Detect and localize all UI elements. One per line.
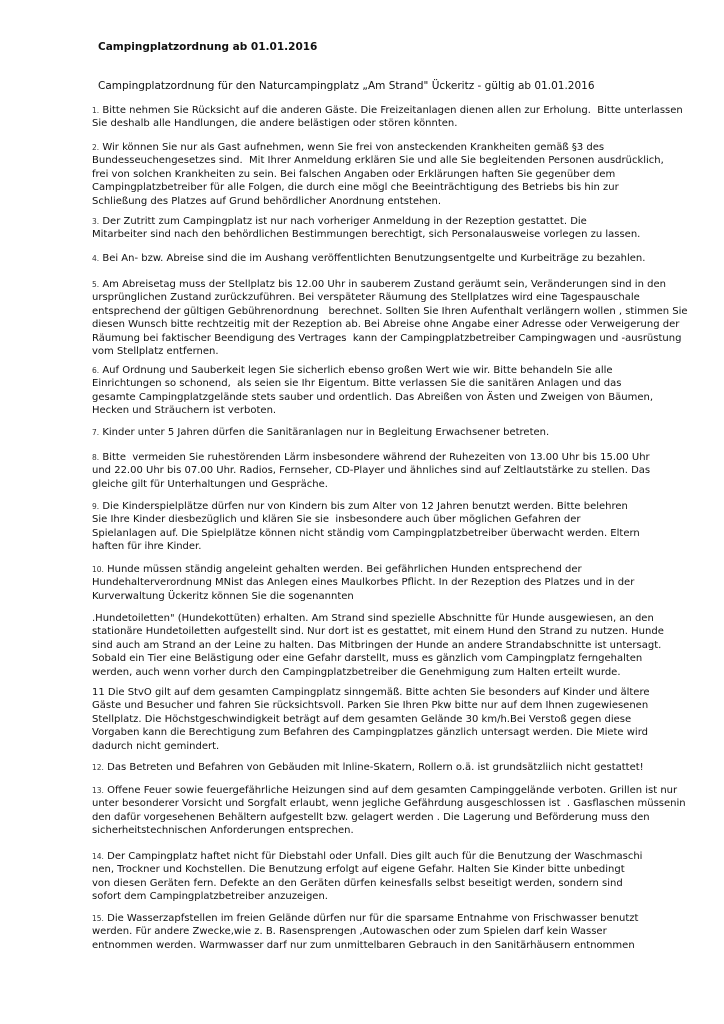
paragraph-text: Die Wasserzapfstellen im freien Gelände dürfen nur für die sparsame Entnahme von Frischwasser benutzt bbox=[103, 913, 639, 924]
paragraph-line bbox=[92, 278, 724, 291]
paragraph-line bbox=[92, 332, 724, 345]
paragraph-text: gesamte Campingplatzgelände stets sauber und ordentlich. Das Abreißen von Ästen und Zweigen von Bäumen, bbox=[92, 391, 654, 403]
paragraph-text: den dafür vorgesehenen Behältern aufgestellt bzw. gelagert werden . Die Lagerung und Beförderung muss den bbox=[92, 811, 650, 823]
paragraph bbox=[92, 612, 724, 679]
paragraph-line bbox=[92, 726, 724, 739]
paragraph-text: Einrichtungen so schonend, als seien sie Ihr Eigentum. Bitte verlassen Sie die sanitären Anlagen und das bbox=[92, 378, 622, 390]
paragraph bbox=[92, 278, 724, 358]
document-subtitle: Campingplatzordnung für den Naturcampingplatz „Am Strand" Ückeritz - gültig ab 01.01.2016 bbox=[98, 80, 595, 92]
paragraph-text: Der Zutritt zum Campingplatz ist nur nach vorheriger Anmeldung in der Rezeption gestattet. Die bbox=[99, 216, 587, 227]
paragraph-line bbox=[92, 925, 724, 938]
paragraph bbox=[92, 563, 724, 603]
paragraph-number: 12. bbox=[92, 763, 104, 772]
paragraph-line bbox=[92, 104, 724, 117]
paragraph-line bbox=[92, 500, 724, 513]
paragraph-text: Die Kinderspielplätze dürfen nur von Kindern bis zum Alter von 12 Jahren benutzt werden. Bitte belehren bbox=[99, 501, 628, 512]
paragraph-text: haften für ihre Kinder. bbox=[92, 541, 202, 553]
paragraph-line bbox=[92, 215, 724, 228]
paragraph-text: entnommen werden. Warmwasser darf nur zum unmittelbaren Gebrauch in den Sanitärhäusern entnommen bbox=[92, 939, 635, 951]
paragraph-line bbox=[92, 377, 724, 390]
paragraph-line bbox=[92, 797, 724, 810]
paragraph-line bbox=[92, 612, 724, 625]
paragraph-number: 10. bbox=[92, 565, 104, 574]
paragraph-text: ursprünglichen Zustand zurückzuführen. Bei verspäteter Räumung des Stellplatzes wird eine Tagespauschale bbox=[92, 292, 640, 304]
paragraph-text: werden, auch wenn vorher durch den Campingplatzbetreiber die Genehmigung zum Halten erteilt wurde. bbox=[92, 666, 621, 678]
paragraph-line bbox=[92, 666, 724, 679]
paragraph-text: dadurch nicht gemindert. bbox=[92, 740, 220, 752]
document-heading: Campingplatzordnung ab 01.01.2016 bbox=[98, 41, 318, 53]
paragraph-line bbox=[92, 291, 724, 304]
paragraph-text: Räumung bei faktischer Beendigung des Vertrages kann der Campingplatzbetreiber Campingwagen und -ausrüstung bbox=[92, 332, 682, 344]
paragraph-line bbox=[92, 850, 724, 863]
paragraph bbox=[92, 912, 724, 952]
paragraph-number: 1. bbox=[92, 106, 100, 115]
paragraph-number: 5. bbox=[92, 280, 100, 289]
paragraph-text: gleiche gilt für Unterhaltungen und Gespräche. bbox=[92, 478, 328, 490]
paragraph-text: stationäre Hundetoiletten aufgestellt sind. Nur dort ist es gestattet, mit einem Hund den Strand zu nutzen. Hunde bbox=[92, 626, 664, 638]
paragraph-text: Offene Feuer sowie feuergefährliche Heizungen sind auf dem gesamten Campinggelände verboten. Grillen ist nur bbox=[103, 785, 678, 796]
paragraph-line bbox=[92, 740, 724, 753]
paragraph-number: 6. bbox=[92, 366, 100, 375]
paragraph-text: Stellplatz. Die Höchstgeschwindigkeit beträgt auf dem gesamten Gelände 30 km/h.Bei Verstoß gegen diese bbox=[92, 713, 632, 725]
paragraph-line bbox=[92, 713, 724, 726]
paragraph-text: Hunde müssen ständig angeleint gehalten werden. Bei gefährlichen Hunden entsprechend der bbox=[103, 564, 582, 575]
paragraph-line bbox=[92, 141, 724, 154]
paragraph-text: Bundesseuchengesetzes sind. Mit Ihrer Anmeldung erklären Sie und alle Sie begleitenden Personen ausdrücklich, bbox=[92, 155, 664, 167]
paragraph-line bbox=[92, 877, 724, 890]
paragraph-line bbox=[92, 540, 724, 553]
paragraph-text: Kurverwaltung Ückeritz können Sie die sogenannten bbox=[92, 590, 354, 602]
paragraph-line bbox=[92, 252, 724, 265]
paragraph bbox=[92, 500, 724, 554]
paragraph-line bbox=[92, 811, 724, 824]
paragraph-text: Bei An- bzw. Abreise sind die im Aushang veröffentlichten Benutzungsentgelte und Kurbeiträge zu bezahlen. bbox=[99, 253, 646, 264]
paragraph-text: Kinder unter 5 Jahren dürfen die Sanitäranlagen nur in Begleitung Erwachsener betreten. bbox=[99, 427, 550, 438]
paragraph-line bbox=[92, 117, 724, 130]
paragraph-text: 11 Die StvO gilt auf dem gesamten Campingplatz sinngemäß. Bitte achten Sie besonders auf Kinder und ältere bbox=[92, 687, 650, 698]
paragraph-line bbox=[92, 478, 724, 491]
paragraph-text: sind auch am Strand an der Leine zu halten. Das Mitbringen der Hunde an andere Strandabschnitte ist untersagt. bbox=[92, 639, 662, 651]
paragraph-line bbox=[92, 464, 724, 477]
paragraph-line bbox=[92, 345, 724, 358]
paragraph bbox=[92, 761, 724, 774]
paragraph-line bbox=[92, 863, 724, 876]
paragraph bbox=[92, 426, 724, 439]
paragraph-line bbox=[92, 563, 724, 576]
paragraph-number: 9. bbox=[92, 502, 100, 511]
paragraph-text: Vorgaben kann die Berechtigung zum Befahren des Campingplatzes gänzlich untersagt werden. Die Miete wird bbox=[92, 727, 648, 739]
paragraph bbox=[92, 850, 724, 904]
paragraph-number: 4. bbox=[92, 254, 100, 263]
paragraph-line bbox=[92, 639, 724, 652]
paragraph bbox=[92, 451, 724, 491]
paragraph-text: Auf Ordnung und Sauberkeit legen Sie sicherlich ebenso großen Wert wie wir. Bitte behandeln Sie alle bbox=[99, 365, 613, 376]
paragraph bbox=[92, 215, 724, 242]
paragraph-number: 2. bbox=[92, 143, 100, 152]
paragraph-line bbox=[92, 391, 724, 404]
paragraph-text: Mitarbeiter sind nach den behördlichen Bestimmungen berechtigt, sich Personalausweise vorlegen zu lassen. bbox=[92, 229, 641, 241]
paragraph-number: 13. bbox=[92, 786, 104, 795]
paragraph-line bbox=[92, 625, 724, 638]
paragraph-text: entsprechend der gültigen Gebührenordnung berechnet. Sollten Sie Ihren Aufenthalt verlängern wollen , stimmen Sie bbox=[92, 305, 688, 317]
paragraph-text: Sie Ihre Kinder diesbezüglich und klären Sie sie insbesondere auch über möglichen Gefahren der bbox=[92, 514, 581, 526]
paragraph-text: diesen Wunsch bitte rechtzeitig mit der Rezeption ab. Bei Abreise ohne Angabe einer Adresse oder Verweigerung der bbox=[92, 319, 680, 331]
paragraph-text: Spielanlagen auf. Die Spielplätze können nicht ständig vom Campingplatzbetreiber überwacht werden. Eltern bbox=[92, 527, 640, 539]
paragraph-number: 14. bbox=[92, 852, 104, 861]
paragraph-line bbox=[92, 784, 724, 797]
paragraph-text: Wir können Sie nur als Gast aufnehmen, wenn Sie frei von ansteckenden Krankheiten gemäß §3 des bbox=[99, 142, 605, 153]
paragraph-text: .Hundetoiletten" (Hundekottüten) erhalten. Am Strand sind spezielle Abschnitte für Hunde ausgewiesen, an den bbox=[92, 613, 654, 624]
paragraph bbox=[92, 784, 724, 838]
paragraph-line bbox=[92, 652, 724, 665]
paragraph-number: 3. bbox=[92, 217, 100, 226]
paragraph-line bbox=[92, 761, 724, 774]
paragraph-text: nen, Trockner und Kochstellen. Die Benutzung erfolgt auf eigene Gefahr. Halten Sie Kinder bitte unbedingt bbox=[92, 864, 625, 876]
paragraph-line bbox=[92, 195, 724, 208]
paragraph-line bbox=[92, 404, 724, 417]
paragraph-line bbox=[92, 451, 724, 464]
paragraph-text: Hundehalterverordnung MNist das Anlegen eines Maulkorbes Pflicht. In der Rezeption des Platzes und in der bbox=[92, 577, 635, 589]
paragraph-line bbox=[92, 364, 724, 377]
paragraph-line bbox=[92, 181, 724, 194]
paragraph bbox=[92, 104, 724, 131]
paragraph-line bbox=[92, 590, 724, 603]
paragraph-text: Sobald ein Tier eine Belästigung oder eine Gefahr darstellt, muss es gänzlich vom Campingplatz ferngehalten bbox=[92, 653, 643, 665]
paragraph bbox=[92, 364, 724, 418]
paragraph-text: Bitte nehmen Sie Rücksicht auf die anderen Gäste. Die Freizeitanlagen dienen allen zur Erholung. Bitte unterlassen bbox=[99, 105, 683, 116]
paragraph-text: frei von solchen Krankheiten zu sein. Bei falschen Angaben oder Erklärungen haften Sie gegenüber dem bbox=[92, 168, 616, 180]
paragraph-text: Der Campingplatz haftet nicht für Diebstahl oder Unfall. Dies gilt auch für die Benutzung der Waschmaschi bbox=[103, 851, 643, 862]
paragraph-line bbox=[92, 318, 724, 331]
paragraph-text: und 22.00 Uhr bis 07.00 Uhr. Radios, Fernseher, CD-Player und ähnliches sind auf Zeltlautstärke zu stellen. Das bbox=[92, 465, 651, 477]
paragraph-line bbox=[92, 824, 724, 837]
paragraph-line bbox=[92, 576, 724, 589]
paragraph-line bbox=[92, 513, 724, 526]
paragraph-text: unter besonderer Vorsicht und Sorgfalt erlaubt, wenn jegliche Gefährdung ausgeschlossen ist . Gasflaschen müssenin bbox=[92, 798, 686, 810]
paragraph-line bbox=[92, 890, 724, 903]
paragraph-line bbox=[92, 699, 724, 712]
paragraph-text: Hecken und Sträuchern ist verboten. bbox=[92, 405, 277, 417]
paragraph-text: vom Stellplatz entfernen. bbox=[92, 345, 219, 357]
paragraph-number: 8. bbox=[92, 453, 100, 462]
paragraph-line bbox=[92, 426, 724, 439]
paragraph-text: sofort dem Campingplatzbetreiber anzuzeigen. bbox=[92, 891, 328, 903]
paragraph-line bbox=[92, 154, 724, 167]
paragraph-text: Sie deshalb alle Handlungen, die andere belästigen oder stören könnten. bbox=[92, 118, 458, 130]
paragraph-line bbox=[92, 228, 724, 241]
paragraph-text: sicherheitstechnischen Anforderungen entsprechen. bbox=[92, 825, 354, 837]
paragraph-text: Bitte vermeiden Sie ruhestörenden Lärm insbesondere während der Ruhezeiten von 13.00 Uhr bis 15.00 Uhr bbox=[99, 452, 650, 463]
paragraph bbox=[92, 252, 724, 265]
paragraph-line bbox=[92, 686, 724, 699]
paragraph-text: Gäste und Besucher und fahren Sie rücksichtsvoll. Parken Sie Ihren Pkw bitte nur auf dem Ihnen zugewiesenen bbox=[92, 700, 649, 712]
paragraph bbox=[92, 141, 724, 208]
paragraph-line bbox=[92, 305, 724, 318]
paragraph-text: werden. Für andere Zwecke,wie z. B. Rasensprengen ,Autowaschen oder zum Spielen darf kein Wasser bbox=[92, 926, 607, 938]
paragraph-text: Campingplatzbetreiber für alle Folgen, die durch eine mögl che Beeinträchtigung des Betriebs bis hin zur bbox=[92, 182, 619, 194]
paragraph-line bbox=[92, 527, 724, 540]
paragraph-text: Schließung des Platzes auf Grund behördlicher Anordnung entstehen. bbox=[92, 195, 442, 207]
paragraph-number: 15. bbox=[92, 914, 104, 923]
paragraph-text: Am Abreisetag muss der Stellplatz bis 12.00 Uhr in sauberem Zustand geräumt sein, Veränderungen sind in den bbox=[99, 279, 666, 290]
paragraph bbox=[92, 686, 724, 753]
paragraph-number: 7. bbox=[92, 428, 100, 437]
paragraph-line bbox=[92, 168, 724, 181]
paragraph-text: von diesen Geräten fern. Defekte an den Geräten dürfen keinesfalls selbst beseitigt werden, sondern sind bbox=[92, 877, 623, 889]
paragraph-text: Das Betreten und Befahren von Gebäuden mit lnline-Skatern, Rollern o.ä. ist grundsätzliich nicht gestattet! bbox=[103, 762, 644, 773]
paragraph-line bbox=[92, 939, 724, 952]
paragraph-line bbox=[92, 912, 724, 925]
